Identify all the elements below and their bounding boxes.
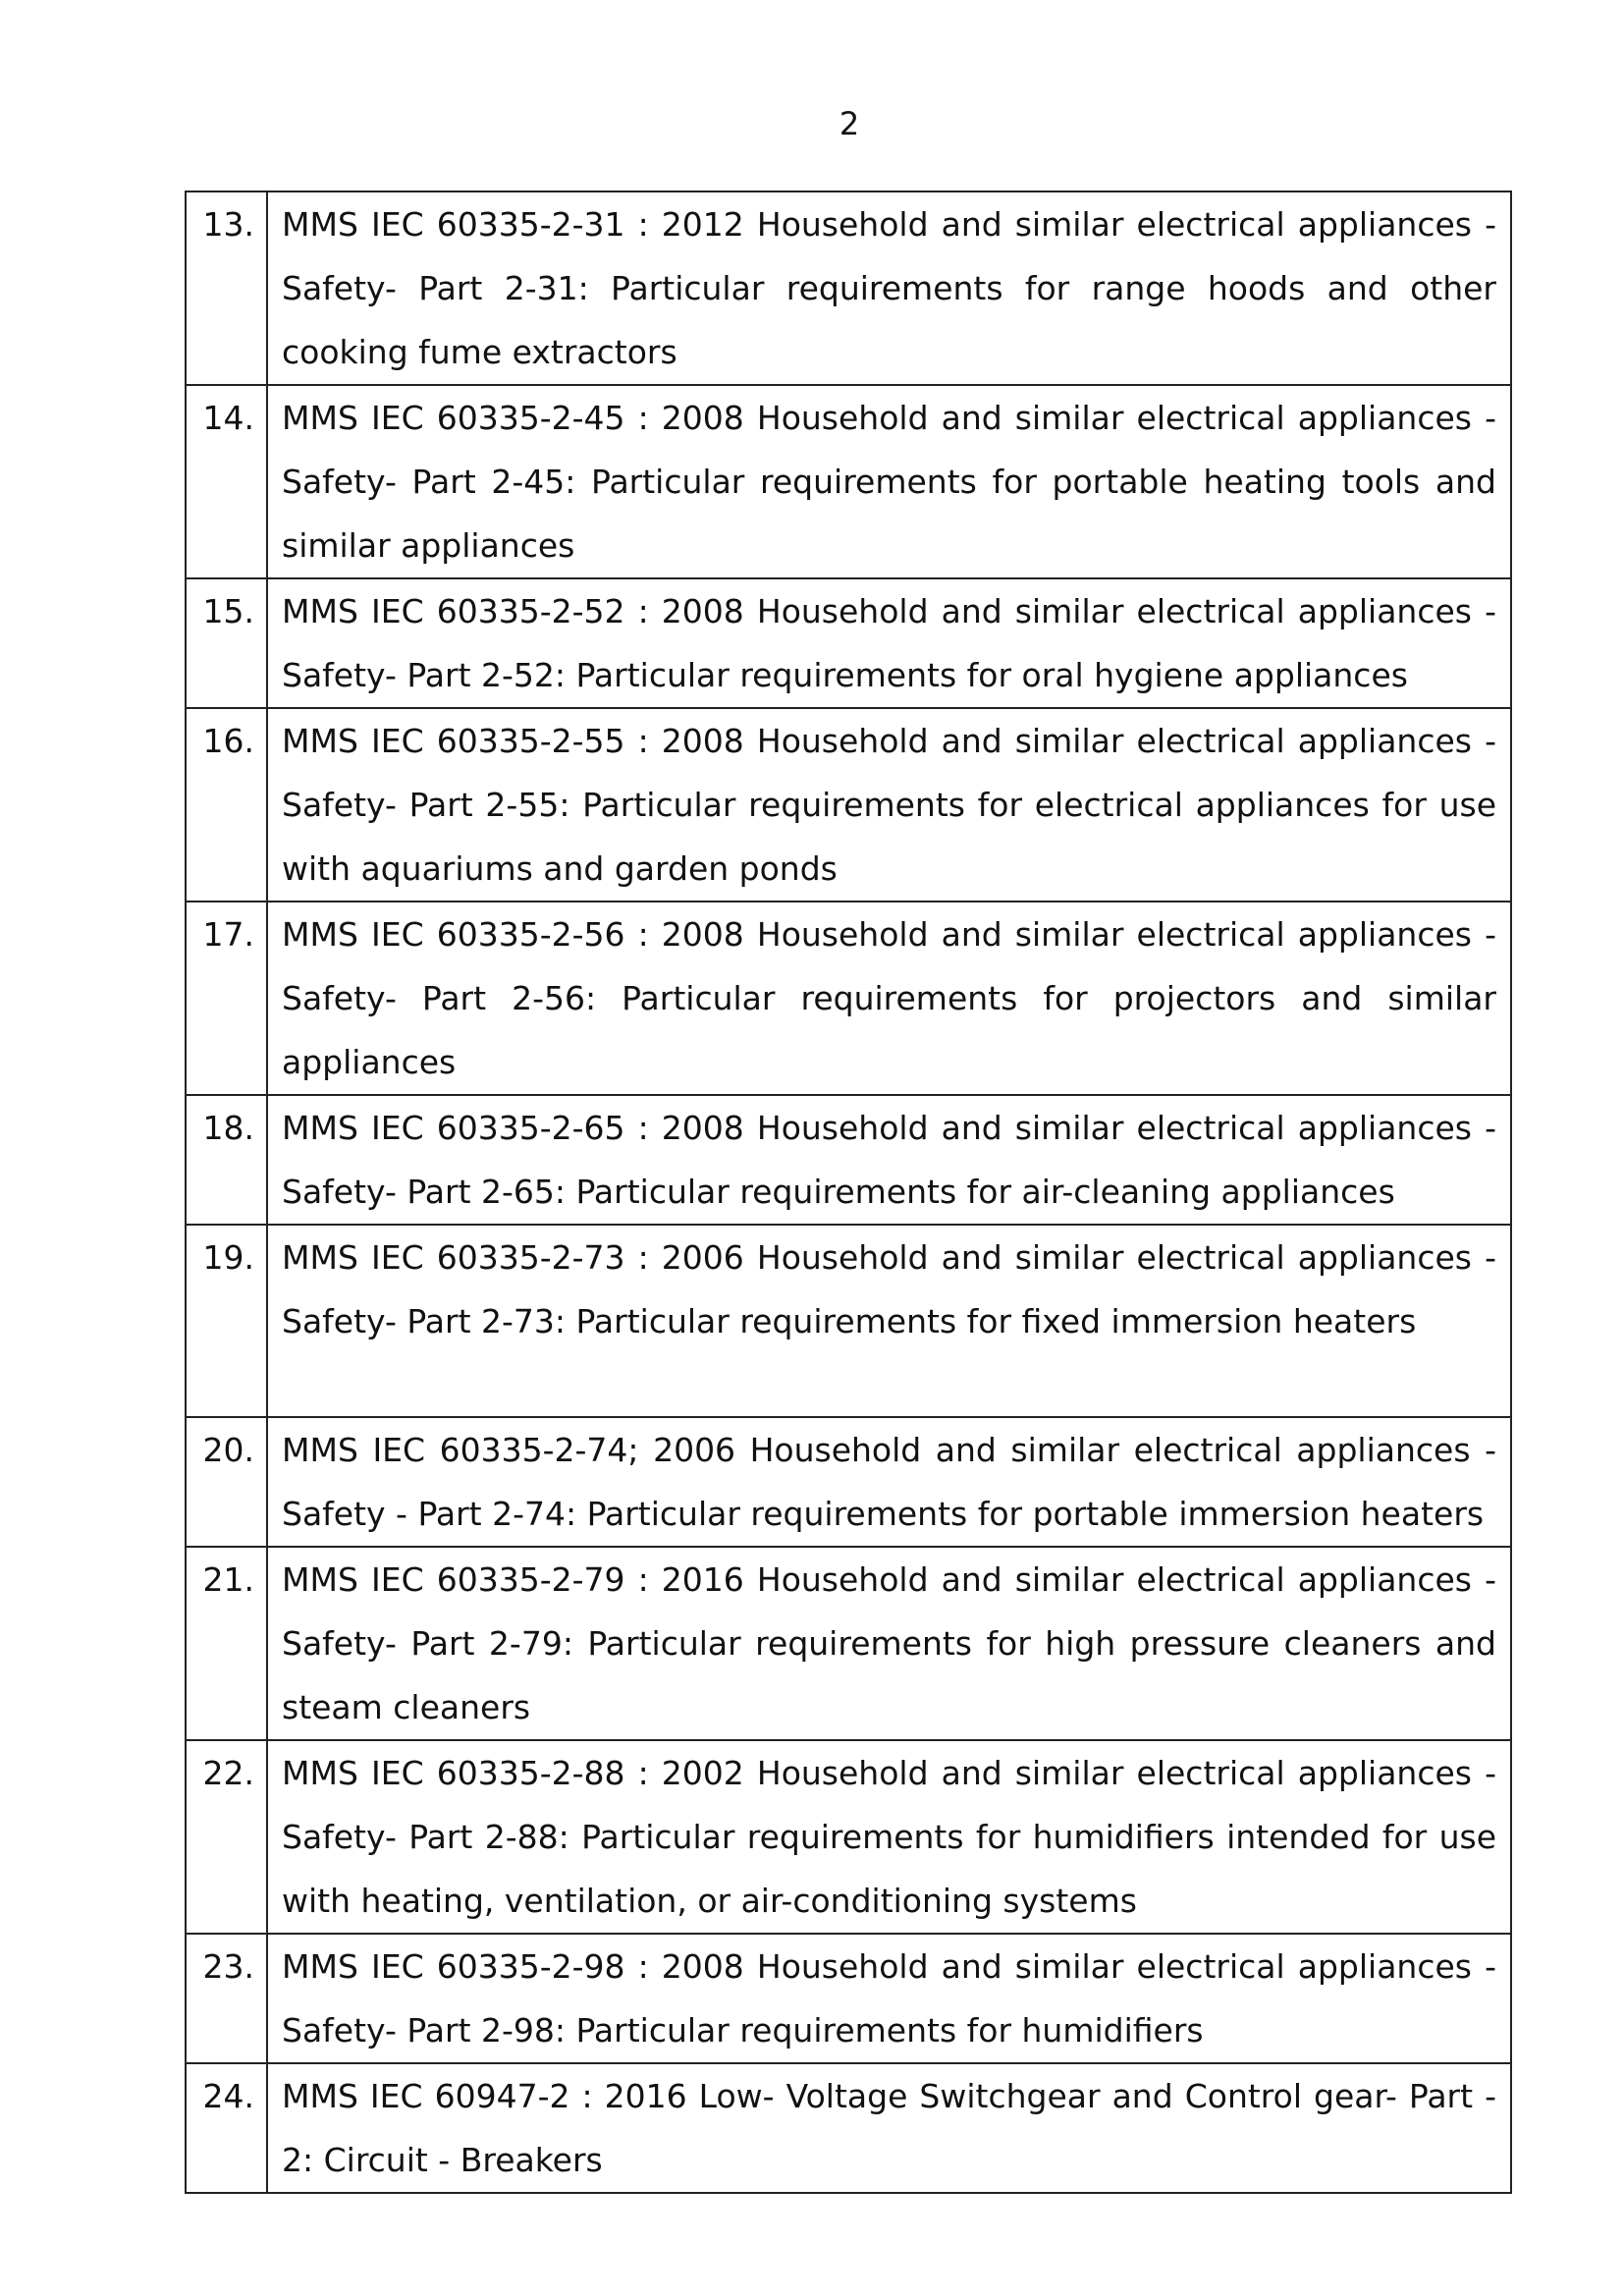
item-description: MMS IEC 60947-2 : 2016 Low- Voltage Switchgear and Control gear- Part - 2: Circuit - Breakers (267, 2063, 1511, 2193)
item-description: MMS IEC 60335-2-79 : 2016 Household and similar electrical appliances - Safety- Part 2-79: Particular requirements for high pressure cleaners and steam cleaners (267, 1547, 1511, 1740)
item-description: MMS IEC 60335-2-73 : 2006 Household and similar electrical appliances - Safety- Part 2-73: Particular requirements for fixed immersion heaters (267, 1225, 1511, 1417)
item-number: 13. (186, 191, 267, 385)
item-number: 19. (186, 1225, 267, 1417)
table-row (186, 1547, 1511, 1740)
item-description: MMS IEC 60335-2-88 : 2002 Household and similar electrical appliances - Safety- Part 2-88: Particular requirements for humidifiers intended for use with heating, ventilation, or air-conditioning systems (267, 1740, 1511, 1934)
item-description: MMS IEC 60335-2-56 : 2008 Household and similar electrical appliances - Safety- Part 2-56: Particular requirements for projectors and similar appliances (267, 902, 1511, 1095)
item-number: 15. (186, 578, 267, 708)
page-number: 2 (839, 105, 860, 142)
table-row (186, 902, 1511, 1095)
item-number: 18. (186, 1095, 267, 1225)
standards-table (185, 191, 1512, 2194)
item-description: MMS IEC 60335-2-98 : 2008 Household and similar electrical appliances - Safety- Part 2-98: Particular requirements for humidifiers (267, 1934, 1511, 2063)
item-number: 20. (186, 1417, 267, 1547)
item-description: MMS IEC 60335-2-52 : 2008 Household and similar electrical appliances - Safety- Part 2-52: Particular requirements for oral hygiene appliances (267, 578, 1511, 708)
item-number: 14. (186, 385, 267, 578)
item-number: 22. (186, 1740, 267, 1934)
table-row (186, 2063, 1511, 2193)
item-number: 21. (186, 1547, 267, 1740)
item-description: MMS IEC 60335-2-74; 2006 Household and similar electrical appliances - Safety - Part 2-74: Particular requirements for portable immersion heaters (267, 1417, 1511, 1547)
item-description: MMS IEC 60335-2-45 : 2008 Household and similar electrical appliances - Safety- Part 2-45: Particular requirements for portable heating tools and similar appliances (267, 385, 1511, 578)
item-description: MMS IEC 60335-2-31 : 2012 Household and similar electrical appliances - Safety- Part 2-31: Particular requirements for range hoods and other cooking fume extractors (267, 191, 1511, 385)
table-row (186, 1417, 1511, 1547)
table-row (186, 385, 1511, 578)
item-description: MMS IEC 60335-2-65 : 2008 Household and similar electrical appliances - Safety- Part 2-65: Particular requirements for air-cleaning appliances (267, 1095, 1511, 1225)
table-row (186, 1225, 1511, 1417)
item-number: 23. (186, 1934, 267, 2063)
table-row (186, 1934, 1511, 2063)
table-row (186, 1740, 1511, 1934)
item-number: 24. (186, 2063, 267, 2193)
table-row (186, 191, 1511, 385)
item-number: 17. (186, 902, 267, 1095)
item-number: 16. (186, 708, 267, 902)
table-row (186, 578, 1511, 708)
table-row (186, 1095, 1511, 1225)
item-description: MMS IEC 60335-2-55 : 2008 Household and similar electrical appliances - Safety- Part 2-55: Particular requirements for electrical appliances for use with aquariums and garden ponds (267, 708, 1511, 902)
table-row (186, 708, 1511, 902)
